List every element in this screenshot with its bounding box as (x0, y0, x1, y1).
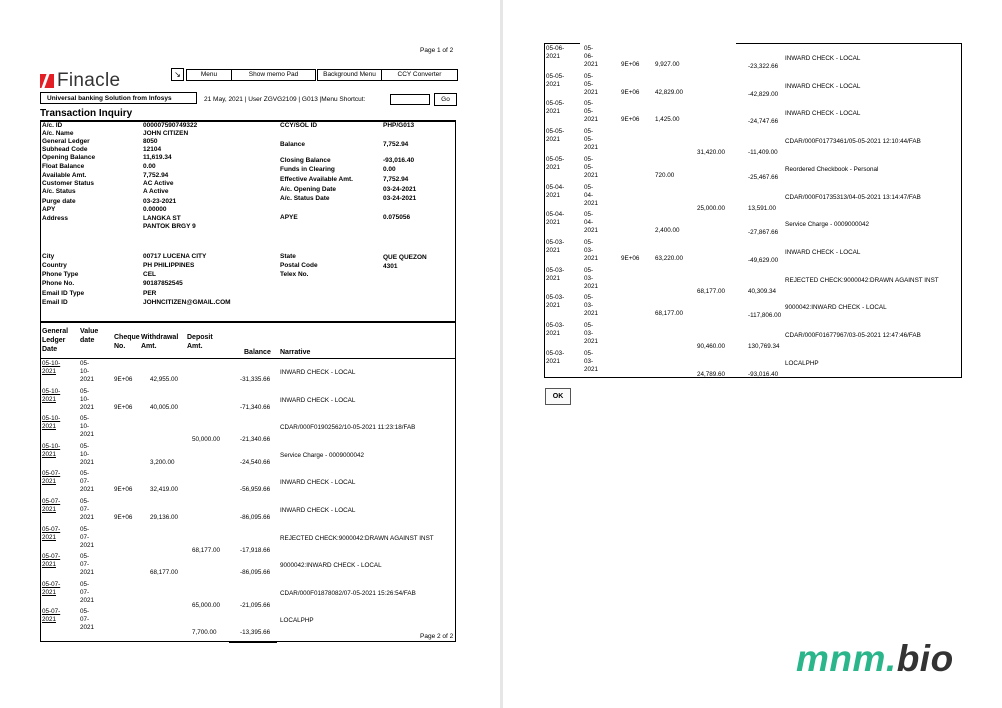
value-date-line3: 2021 (584, 144, 599, 152)
value-date-line3: 2021 (80, 376, 95, 383)
info-label: Float Balance (42, 163, 85, 170)
value-date-line3: 2021 (80, 624, 95, 632)
balance-amount: -24,540.66 (240, 458, 271, 466)
gl-date-line1: 05-03- (546, 266, 565, 274)
balance-amount: -11,409.00 (748, 149, 778, 157)
value-date-line2: 03- (584, 246, 594, 254)
value-date-line2: 05- (584, 108, 594, 116)
narrative: INWARD CHECK - LOCAL (785, 82, 861, 90)
gl-date-line1: 05-03- (546, 294, 565, 302)
gl-date-line2: 2021 (546, 108, 561, 116)
logo-text: Finacle (57, 70, 121, 91)
info-label: CCY/SOL ID (280, 122, 318, 129)
value-date-line1: 05- (584, 128, 594, 136)
narrative: Service Charge - 0009000042 (280, 451, 365, 459)
info-label: Effective Available Amt. (280, 176, 353, 183)
watermark-main-text: mnm. (796, 638, 897, 679)
withdrawal-amount: 1,425.00 (655, 116, 680, 124)
withdrawal-amount: 68,177.00 (150, 569, 179, 577)
info-label: Customer Status (42, 180, 95, 187)
gl-date-line1: 05-05- (546, 128, 565, 136)
col-header-gl-date: General Ledger Date (42, 328, 69, 353)
info-value: LANGKA ST (143, 215, 181, 222)
gl-date-line1: 05-10- (42, 415, 61, 423)
info-value: JOHNCITIZEN@GMAIL.COM (143, 299, 231, 306)
value-date-line1: 05- (584, 294, 594, 302)
value-date-line2: 03- (584, 330, 594, 337)
value-date-line2: 07- (80, 533, 90, 541)
balance-amount: -86,095.66 (240, 514, 271, 521)
balance-amount: 40,309.34 (748, 287, 777, 295)
info-value: 03-24-2021 (383, 195, 417, 202)
value-date-line2: 07- (80, 561, 90, 569)
gl-date-line1: 05-07- (42, 525, 61, 533)
page-number-bottom: Page 2 of 2 (420, 633, 454, 640)
gl-date-line2: 2021 (546, 191, 561, 199)
narrative: LOCALPHP (785, 359, 819, 367)
value-date-line2: 03- (584, 274, 594, 282)
watermark-accent-text: bio (896, 638, 954, 679)
withdrawal-amount: 29,136.00 (150, 514, 179, 521)
gl-date-line1: 05-07- (42, 553, 61, 561)
cheque-no: 9E+06 (621, 88, 640, 96)
deposit-amount: 68,177.00 (192, 546, 221, 554)
gl-date-line2: 2021 (546, 302, 561, 310)
gl-date-line1: 05-10- (42, 360, 61, 367)
gl-date-line2: 2021 (42, 588, 57, 596)
value-date-line1: 05- (584, 155, 594, 163)
info-value: A Active (143, 188, 169, 195)
value-date-line1: 05- (80, 387, 90, 395)
gl-date-line2: 2021 (42, 450, 57, 458)
value-date-line3: 2021 (584, 199, 599, 207)
info-label: Subhead Code (42, 146, 88, 153)
info-value: 11,619.34 (143, 154, 172, 161)
value-date-line3: 2021 (584, 254, 599, 262)
info-label: Funds in Clearing (280, 166, 335, 173)
table-top-border (40, 322, 456, 323)
info-label: A/c. Opening Date (280, 186, 336, 193)
info-label: City (42, 253, 55, 260)
info-value: 00717 LUCENA CITY (143, 253, 207, 260)
narrative: INWARD CHECK - LOCAL (785, 248, 861, 256)
gl-date-line1: 05-05- (546, 100, 565, 108)
col-header-balance: Balance (244, 349, 271, 356)
ok-button[interactable]: OK (545, 388, 571, 405)
value-date-line1: 05- (584, 238, 594, 246)
col-header-value-date: Value date (80, 328, 99, 344)
info-label: Address (42, 215, 69, 222)
balance-amount: -56,959.66 (240, 486, 271, 494)
info-value: JOHN CITIZEN (143, 130, 189, 137)
value-date-line3: 2021 (584, 338, 599, 345)
info-value: 8050 (143, 138, 158, 145)
info-value: 0.00 (143, 163, 156, 170)
info-label: Purge date (42, 198, 76, 205)
withdrawal-amount: 32,419.00 (150, 486, 179, 494)
value-date-line2: 03- (584, 302, 594, 310)
value-date-line1: 05- (584, 349, 594, 357)
deposit-amount: 7,700.00 (192, 629, 217, 637)
value-date-line1: 05- (584, 72, 594, 80)
value-date-line2: 10- (80, 368, 90, 375)
gl-date-line2: 2021 (546, 80, 561, 88)
info-value: 000007590749322 (143, 122, 198, 129)
narrative: INWARD CHECK - LOCAL (280, 369, 356, 376)
gl-date-line2: 2021 (42, 616, 57, 624)
gl-date-line2: 2021 (42, 533, 57, 541)
value-date-line2: 06- (584, 53, 594, 60)
withdrawal-amount: 40,005.00 (150, 403, 179, 411)
watermark-logo (796, 638, 954, 680)
gl-date-line1: 05-10- (42, 387, 61, 395)
narrative: INWARD CHECK - LOCAL (785, 110, 861, 118)
info-label: Opening Balance (42, 154, 96, 161)
value-date-line1: 05- (80, 608, 90, 616)
info-label: Email ID (42, 299, 68, 306)
info-label: A/c. Status (42, 188, 76, 195)
ccy-converter-button[interactable]: CCY Converter (381, 69, 458, 81)
user-info-line: 21 May, 2021 | User ZGVG2109 | G013 |Menu Shortcut: (204, 96, 366, 103)
value-date-line2: 05- (584, 163, 594, 171)
value-date-line3: 2021 (80, 486, 95, 494)
info-value: 90187852545 (143, 280, 183, 287)
page-title: Transaction Inquiry (40, 108, 133, 119)
value-date-line3: 2021 (80, 541, 95, 549)
balance-amount: -42,829.00 (748, 90, 779, 98)
menu-button[interactable]: Menu (186, 69, 232, 81)
info-value: -93,016.40 (383, 157, 415, 164)
narrative: INWARD CHECK - LOCAL (280, 507, 356, 514)
value-date-line3: 2021 (80, 403, 95, 411)
value-date-line1: 05- (584, 183, 594, 191)
value-date-line3: 2021 (584, 171, 599, 179)
info-value: 03-24-2021 (383, 186, 417, 193)
info-label: Postal Code (280, 262, 318, 269)
balance-amount: -31,335.66 (240, 376, 271, 383)
gl-date-line2: 2021 (546, 163, 561, 171)
show-memo-pad-button[interactable]: Show memo Pad (231, 69, 316, 81)
narrative: REJECTED CHECK:9000042:DRAWN AGAINST INST (280, 534, 434, 542)
gl-date-line2: 2021 (546, 246, 561, 254)
gl-date-line1: 05-03- (546, 349, 565, 357)
info-label: Country (42, 262, 67, 269)
info-label: State (280, 253, 296, 260)
value-date-line2: 07- (80, 478, 90, 486)
cheque-no: 9E+06 (621, 254, 640, 262)
info-value: 7,752.94 (383, 176, 409, 183)
deposit-amount: 31,420.00 (697, 149, 726, 157)
info-label: General Ledger (42, 138, 90, 145)
gl-date-line1: 05-05- (546, 72, 565, 80)
value-date-line1: 05- (80, 470, 90, 478)
cheque-no: 9E+06 (114, 376, 133, 383)
info-value: AC Active (143, 180, 174, 187)
finacle-logo (40, 70, 120, 92)
value-date-line3: 2021 (80, 431, 95, 439)
gl-date-line2: 2021 (42, 423, 57, 431)
value-date-line1: 05- (80, 442, 90, 450)
value-date-line2: 07- (80, 588, 90, 596)
value-date-line1: 05- (80, 360, 90, 367)
balance-amount: -25,467.66 (748, 173, 779, 181)
value-date-line1: 05- (80, 415, 90, 423)
narrative: 9000042:INWARD CHECK - LOCAL (280, 562, 382, 570)
narrative: CDAR/000F01902562/10-05-2021 11:23:18/FAB (280, 424, 416, 432)
background-menu-button[interactable]: Background Menu (317, 69, 382, 81)
narrative: CDAR/000F01773461/05-05-2021 12:10:44/FAB (785, 138, 921, 146)
gl-date-line1: 05-07- (42, 608, 61, 616)
page-break-mark (229, 641, 277, 643)
info-value: PANTOK BRGY 9 (143, 223, 196, 230)
gl-date-line2: 2021 (546, 330, 561, 337)
narrative: REJECTED CHECK:9000042:DRAWN AGAINST INST (785, 276, 939, 284)
balance-amount: -27,867.66 (748, 229, 779, 237)
col-header-withdrawal: Withdrawal Amt. (141, 334, 179, 350)
narrative: CDAR/000F01878082/07-05-2021 15:26:54/FAB (280, 589, 416, 597)
gl-date-line2: 2021 (546, 136, 561, 144)
deposit-amount: 50,000.00 (192, 436, 221, 444)
value-date-line1: 05- (80, 580, 90, 588)
value-date-line1: 05- (584, 100, 594, 108)
gl-date-line1: 05-04- (546, 183, 565, 191)
balance-amount: -21,340.66 (240, 436, 271, 444)
info-label: APY (42, 206, 56, 213)
withdrawal-amount: 63,220.00 (655, 254, 684, 262)
info-label: Telex No. (280, 271, 309, 278)
gl-date-line2: 2021 (546, 219, 561, 227)
balance-amount: -23,322.66 (748, 63, 779, 70)
deposit-amount: 65,000.00 (192, 601, 221, 609)
value-date-line1: 05- (584, 266, 594, 274)
value-date-line3: 2021 (80, 596, 95, 604)
info-label: Balance (280, 141, 305, 148)
value-date-line2: 07- (80, 616, 90, 624)
value-date-line1: 05- (584, 211, 594, 219)
product-subtitle: Universal banking Solution from Infosys (40, 92, 197, 104)
gl-date-line1: 05-04- (546, 211, 565, 219)
document-page-1 (0, 0, 500, 708)
gl-date-line1: 05-07- (42, 498, 61, 505)
value-date-line2: 04- (584, 219, 594, 227)
gl-date-line1: 05-03- (546, 238, 565, 246)
value-date-line3: 2021 (80, 569, 95, 577)
go-button[interactable]: Go (434, 93, 457, 106)
cheque-no: 9E+06 (114, 486, 133, 494)
value-date-line3: 2021 (584, 282, 599, 290)
narrative: Service Charge - 0009000042 (785, 221, 870, 229)
value-date-line3: 2021 (584, 116, 599, 124)
info-value: 03-23-2021 (143, 198, 177, 205)
narrative: INWARD CHECK - LOCAL (280, 396, 356, 404)
value-date-line2: 10- (80, 395, 90, 403)
menu-shortcut-input[interactable] (390, 94, 430, 105)
gl-date-line1: 05-07- (42, 470, 61, 478)
narrative: LOCALPHP (280, 617, 314, 625)
info-value: PER (143, 290, 157, 297)
info-value: PHP/G013 (383, 122, 415, 129)
balance-amount: -71,340.66 (240, 403, 271, 411)
gl-date-line2: 2021 (42, 561, 57, 569)
value-date-line2: 04- (584, 191, 594, 199)
withdrawal-amount: 720.00 (655, 171, 675, 179)
narrative: INWARD CHECK - LOCAL (280, 479, 356, 487)
narrative: CDAR/000F01735313/04-05-2021 13:14:47/FAB (785, 193, 921, 201)
info-value: 7,752.94 (143, 172, 169, 179)
gl-date-line2: 2021 (42, 368, 57, 375)
gl-date-line2: 2021 (546, 274, 561, 282)
deposit-amount: 68,177.00 (697, 287, 726, 295)
value-date-line2: 10- (80, 450, 90, 458)
info-label: Phone No. (42, 280, 75, 287)
value-date-line3: 2021 (584, 310, 599, 318)
info-value: CEL (143, 271, 156, 278)
balance-amount: -21,095.66 (240, 601, 271, 609)
info-label: A/c. Name (42, 130, 74, 137)
col-header-deposit: Deposit Amt. (187, 334, 213, 350)
gl-date-line1: 05-07- (42, 580, 61, 588)
info-label: Phone Type (42, 271, 79, 278)
gl-date-line1: 05-10- (42, 442, 61, 450)
info-label: APYE (280, 214, 298, 221)
balance-amount: 13,591.00 (748, 204, 777, 212)
table-top-gap (580, 43, 736, 45)
info-label: Available Amt. (42, 172, 87, 179)
balance-amount: -13,395.66 (240, 629, 271, 637)
page-number-top: Page 1 of 2 (420, 47, 454, 54)
withdrawal-amount: 68,177.00 (655, 310, 684, 318)
col-header-narrative: Narrative (280, 349, 311, 356)
deposit-amount: 25,000.00 (697, 204, 726, 212)
value-date-line3: 2021 (584, 227, 599, 235)
value-date-line1: 05- (80, 498, 90, 505)
narrative: INWARD CHECK - LOCAL (785, 55, 861, 62)
value-date-line3: 2021 (584, 88, 599, 96)
gl-date-line2: 2021 (42, 506, 57, 513)
info-label: A/c. ID (42, 122, 63, 129)
cheque-no: 9E+06 (621, 61, 640, 68)
deposit-amount: 90,460.00 (697, 343, 726, 350)
value-date-line2: 05- (584, 80, 594, 88)
info-value: 0.075056 (383, 214, 411, 221)
balance-amount: -24,747.66 (748, 118, 779, 126)
value-date-line3: 2021 (584, 365, 599, 373)
value-date-line1: 05- (584, 45, 594, 52)
balance-amount: -17,918.66 (240, 546, 271, 554)
finacle-logo-icon (40, 74, 54, 88)
balance-amount: 130,769.34 (748, 343, 780, 350)
info-value: 4301 (383, 263, 398, 270)
withdrawal-amount: 42,829.00 (655, 88, 684, 96)
balance-amount: -49,629.00 (748, 256, 779, 264)
gl-date-line2: 2021 (42, 478, 57, 486)
gl-date-line2: 2021 (546, 53, 561, 60)
balance-amount: -86,095.66 (240, 569, 271, 577)
value-date-line3: 2021 (80, 458, 95, 466)
gl-date-line2: 2021 (546, 357, 561, 365)
cheque-no: 9E+06 (621, 116, 640, 124)
balance-amount: -93,016.40 (748, 370, 779, 378)
info-value: QUE QUEZON (383, 254, 427, 261)
withdrawal-amount: 2,400.00 (655, 227, 680, 235)
info-value: 0.00 (383, 166, 396, 173)
info-value: 7,752.94 (383, 141, 409, 148)
value-date-line1: 05- (584, 322, 594, 329)
info-value: 12104 (143, 146, 162, 153)
info-label: A/c. Status Date (280, 195, 330, 202)
table-header-border (40, 358, 456, 359)
cheque-no: 9E+06 (114, 514, 133, 521)
info-value: 0.00000 (143, 206, 167, 213)
info-label: Closing Balance (280, 157, 331, 164)
arrow-down-right-icon[interactable]: ↘ (171, 68, 184, 81)
info-value: PH PHILIPPINES (143, 262, 195, 269)
value-date-line1: 05- (80, 553, 90, 561)
deposit-amount: 24,789.60 (697, 370, 726, 378)
gl-date-line1: 05-03- (546, 322, 565, 329)
narrative: 9000042:INWARD CHECK - LOCAL (785, 304, 887, 312)
info-label: Email ID Type (42, 290, 85, 297)
col-header-cheque-no: Cheque No. (114, 334, 140, 350)
value-date-line1: 05- (80, 525, 90, 533)
narrative: CDAR/000F01677967/03-05-2021 12:47:46/FAB (785, 332, 921, 339)
value-date-line3: 2021 (80, 514, 95, 521)
gl-date-line1: 05-06- (546, 45, 565, 52)
narrative: Reordered Checkbook - Personal (785, 165, 879, 173)
value-date-line2: 10- (80, 423, 90, 431)
value-date-line2: 03- (584, 357, 594, 365)
value-date-line2: 05- (584, 136, 594, 144)
withdrawal-amount: 9,927.00 (655, 61, 680, 68)
gl-date-line1: 05-05- (546, 155, 565, 163)
value-date-line3: 2021 (584, 61, 599, 68)
value-date-line2: 07- (80, 506, 90, 513)
gl-date-line2: 2021 (42, 395, 57, 403)
balance-amount: -117,806.00 (748, 312, 782, 320)
cheque-no: 9E+06 (114, 403, 133, 411)
withdrawal-amount: 42,955.00 (150, 376, 179, 383)
withdrawal-amount: 3,200.00 (150, 458, 175, 466)
